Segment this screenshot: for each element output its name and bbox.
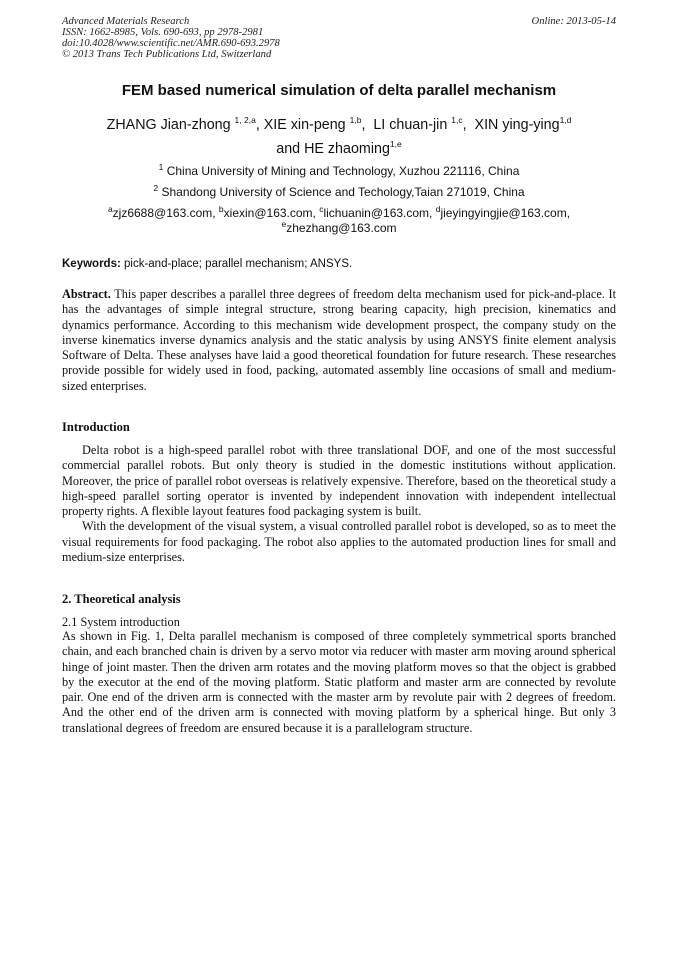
keywords-text: pick-and-place; parallel mechanism; ANSYS.: [124, 258, 353, 270]
paragraph: Delta robot is a high-speed parallel robot with three translational DOF, and one of the most successful commercial parallel robots. But only theory is studied in the domestic institutions without application. Moreover, the price of parallel robot overseas is relatively expensive. Therefore, based on the theoretical study a high-speed parallel sorting operator is invented by independent innovation with independent intellectual property rights. A flexible layout features food packaging system is built.: [62, 443, 616, 519]
issn-line: ISSN: 1662-8985, Vols. 690-693, pp 2978-2981: [62, 27, 264, 38]
journal-name: Advanced Materials Research: [62, 16, 190, 27]
affiliation-text: Shandong University of Science and Techology,Taian 271019, China: [161, 185, 525, 199]
author-sup: 1,e: [389, 139, 402, 150]
email-sup: d: [435, 204, 441, 214]
abstract: [62, 287, 616, 394]
email-sup: a: [107, 204, 113, 214]
email-link[interactable]: jieyingyingjie@163.com: [440, 206, 567, 220]
author-name: LI chuan-jin: [373, 117, 448, 133]
email-sup: e: [281, 219, 287, 229]
introduction-body: [62, 443, 616, 565]
section-heading: 2. Theoretical analysis: [62, 592, 181, 606]
doi-line: doi:10.4028/www.scientific.net/AMR.690-693.2978: [62, 38, 280, 49]
author-list: ZHANG Jian-zhong $^{1, 2,a}$, XIE xin-peng $^{1,b}$, LI chuan-jin $^{1,c}$, XIN ying-ying$^{1,d}$ and HE zhaoming$^{1,e}$: [106, 115, 572, 157]
author-name: XIN ying-ying: [474, 117, 560, 133]
introduction-heading: Introduction: [62, 420, 130, 434]
affiliation: [0, 164, 678, 178]
author-emails: $^a$zjz6688@163.com, $^b$xiexin@163.com, $^c$lichuanin@163.com, $^d$jieyingyingjie@163.com, $^e$zhezhang@163.com: [107, 204, 571, 235]
section-body: [62, 629, 616, 736]
email-sup: b: [218, 204, 224, 214]
paper-title: FEM based numerical simulation of delta parallel mechanism: [121, 82, 557, 99]
affiliation-sup: 1: [158, 162, 164, 172]
journal-header: [62, 16, 616, 60]
email-link[interactable]: zjz6688@163.com: [112, 206, 213, 220]
author-name: and HE zhaoming: [276, 141, 390, 157]
author-sup: 1, 2,a: [234, 115, 256, 126]
copyright-line: © 2013 Trans Tech Publications Ltd, Switzerland: [62, 49, 272, 60]
author-name: XIE xin-peng: [263, 117, 346, 133]
abstract-label: Abstract.: [62, 287, 111, 301]
author-sup: 1,b: [349, 115, 362, 126]
paragraph: With the development of the visual system, a visual controlled parallel robot is developed, so as to meet the visual requirements for food packaging. The robot also applies to the automated production lines for small and medium-size enterprises.: [62, 519, 616, 565]
affiliation-sup: 2: [153, 183, 159, 193]
keywords: [62, 258, 352, 270]
affiliation-text: China University of Mining and Technology, Xuzhou 221116, China: [166, 164, 520, 178]
subsection-heading: 2.1 System introduction: [62, 615, 180, 629]
email-sup: c: [319, 204, 324, 214]
paragraph: As shown in Fig. 1, Delta parallel mechanism is composed of three completely symmetrical sports branched chain, and each branched chain is driven by a servo motor via reducer with master arm moving around spherical hinge of joint master. Then the driven arm rotates and the moving platform moves so that the object is grabbed by the executor at the end of the moving platform. Static platform and master arm are connected by revolute pair. One end of the driven arm is connected with the master arm by revolute pair with 2 degrees of freedom. And the other end of the driven arm is connected with moving platform by a spherical hinge. But only 3 translational degrees of freedom are ensured because it is a parallelogram structure.: [62, 629, 616, 735]
email-link[interactable]: zhezhang@163.com: [286, 221, 397, 235]
abstract-text: This paper describes a parallel three degrees of freedom delta mechanism used for pick-and-place. It has the advantages of simple integral structure, strong bearing capacity, high precision, kinematics and dynamics performance. According to this mechanism wide development prospect, the company study on the inverse kinematics inverse dynamics analysis and the static analysis by using ANSYS finite element analysis Software of Delta. These analyses have laid a good theoretical foundation for future research. These researches provide possible for widely used in food, packing, automated assembly line occasions of small and medium-sized enterprises.: [62, 287, 616, 393]
author-sup: 1,c: [451, 115, 463, 126]
email-link[interactable]: lichuanin@163.com: [323, 206, 430, 220]
keywords-label: Keywords:: [62, 258, 121, 270]
author-sup: 1,d: [559, 115, 572, 126]
email-link[interactable]: xiexin@163.com: [223, 206, 313, 220]
author-name: ZHANG Jian-zhong: [106, 117, 231, 133]
affiliation: [0, 185, 678, 199]
online-date: Online: 2013-05-14: [531, 16, 616, 27]
